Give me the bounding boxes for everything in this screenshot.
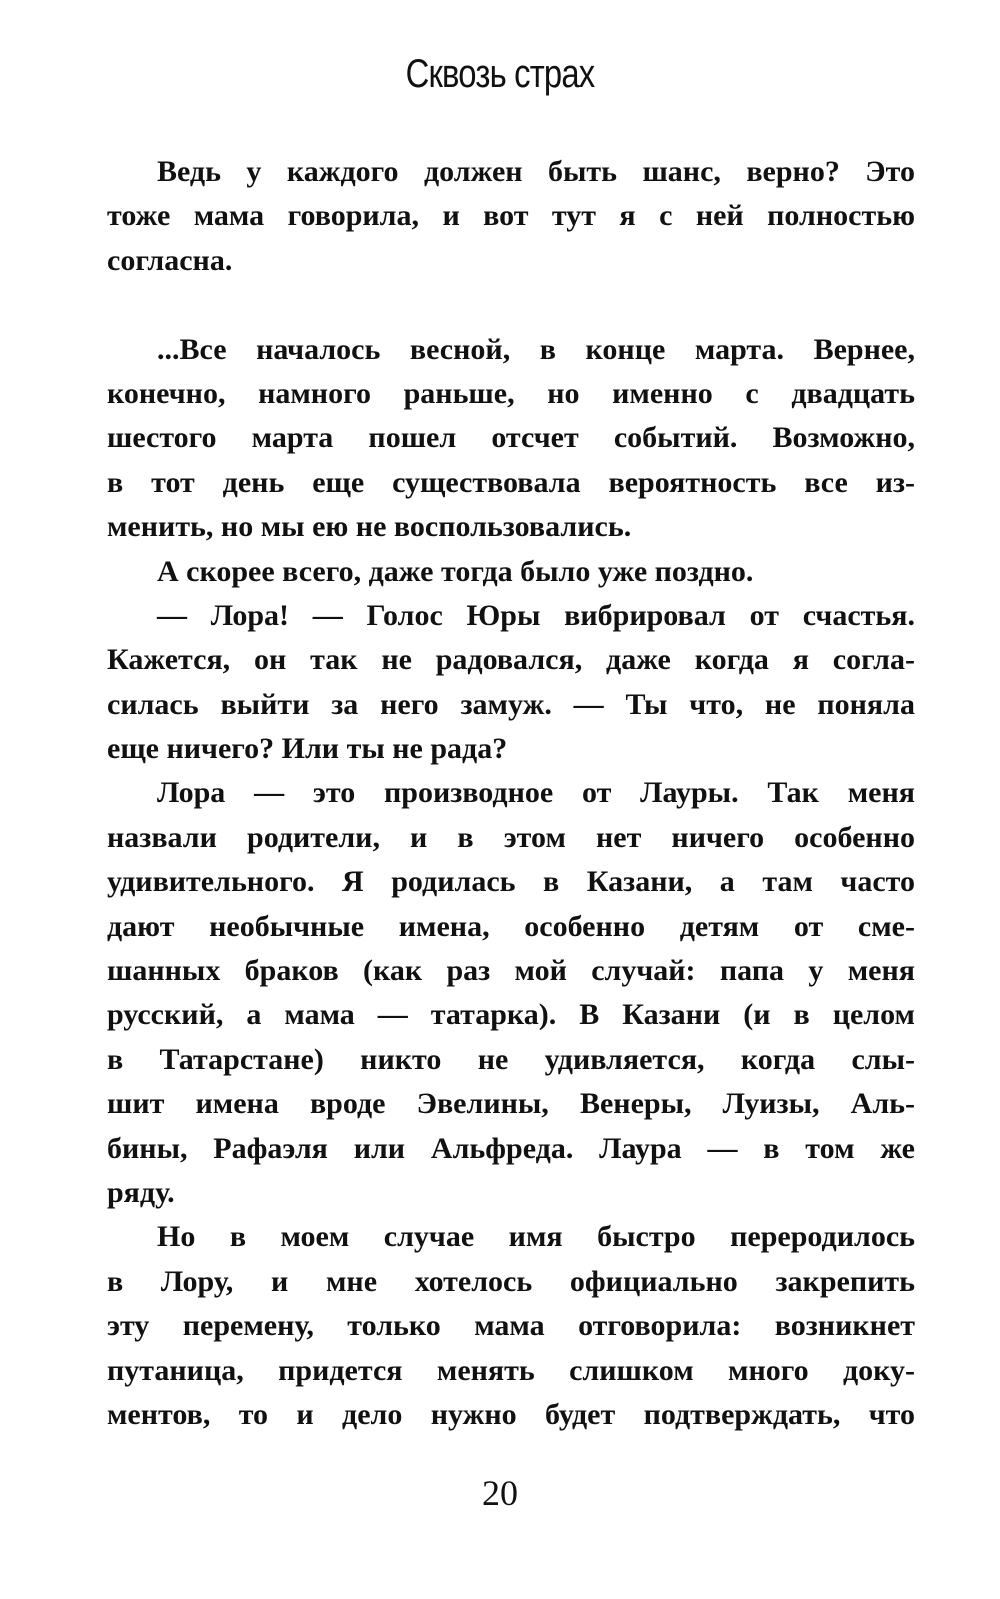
paragraph: [107, 328, 915, 550]
text-line: в тот день еще существовала вероятность все из-: [107, 465, 915, 499]
text-line: дают необычные имена, особенно детям от сме-: [107, 909, 915, 943]
text-line: конечно, намного раньше, но именно с двадцать: [107, 376, 915, 410]
text-line: — Лора! — Голос Юры вибрировал от счастья.: [157, 598, 915, 632]
text-line: назвали родители, и в этом нет ничего особенно: [107, 820, 915, 854]
text-line: путаница, придется менять слишком много доку-: [107, 1353, 915, 1387]
text-line: Но в моем случае имя быстро переродилось: [157, 1220, 915, 1254]
text-line: в Лору, и мне хотелось официально закрепить: [107, 1264, 915, 1298]
text-line: тоже мама говорила, и вот тут я с ней полностью: [107, 199, 915, 233]
text-line: еще ничего? Или ты не рада?: [107, 732, 508, 766]
section-gap: [107, 283, 915, 327]
text-line: силась выйти за него замуж. — Ты что, не поняла: [107, 687, 915, 721]
text-line: ряду.: [107, 1175, 175, 1209]
page-number: 20: [482, 1473, 518, 1513]
text-line: шестого марта пошел отсчет событий. Возможно,: [107, 421, 915, 455]
paragraph: [107, 150, 915, 283]
text-line: шит имена вроде Эвелины, Венеры, Луизы, Аль-: [107, 1087, 915, 1121]
text-line: Ведь у каждого должен быть шанс, верно? Это: [157, 155, 915, 188]
paragraph: [107, 594, 915, 772]
text-line: удивительного. Я родилась в Казани, а там часто: [107, 865, 915, 899]
text-line: русский, а мама — татарка). В Казани (и в целом: [107, 998, 915, 1032]
text-line: ментов, то и дело нужно будет подтверждать, что: [107, 1397, 915, 1431]
paragraph: [107, 550, 915, 594]
text-line: Кажется, он так не радовался, даже когда я согла-: [107, 643, 915, 677]
text-line: А скорее всего, даже тогда было уже поздно.: [157, 554, 754, 588]
text-line: согласна.: [107, 243, 233, 277]
text-line: в Татарстане) никто не удивляется, когда слы-: [107, 1042, 915, 1076]
text-line: бины, Рафаэля или Альфреда. Лаура — в том же: [107, 1131, 915, 1165]
paragraph: [107, 771, 915, 1215]
text-line: эту перемену, только мама отговорила: возникнет: [107, 1309, 915, 1343]
paragraph: [107, 1215, 915, 1437]
text-line: менить, но мы ею не воспользовались.: [107, 510, 632, 544]
running-header-title: Сквозь страх: [405, 52, 595, 96]
text-line: ...Все началось весной, в конце марта. Вернее,: [157, 332, 915, 366]
text-line: шанных браков (как раз мой случай: папа у меня: [107, 954, 915, 988]
body-text: [107, 150, 915, 1437]
text-line: Лора — это производное от Лауры. Так меня: [157, 776, 915, 810]
